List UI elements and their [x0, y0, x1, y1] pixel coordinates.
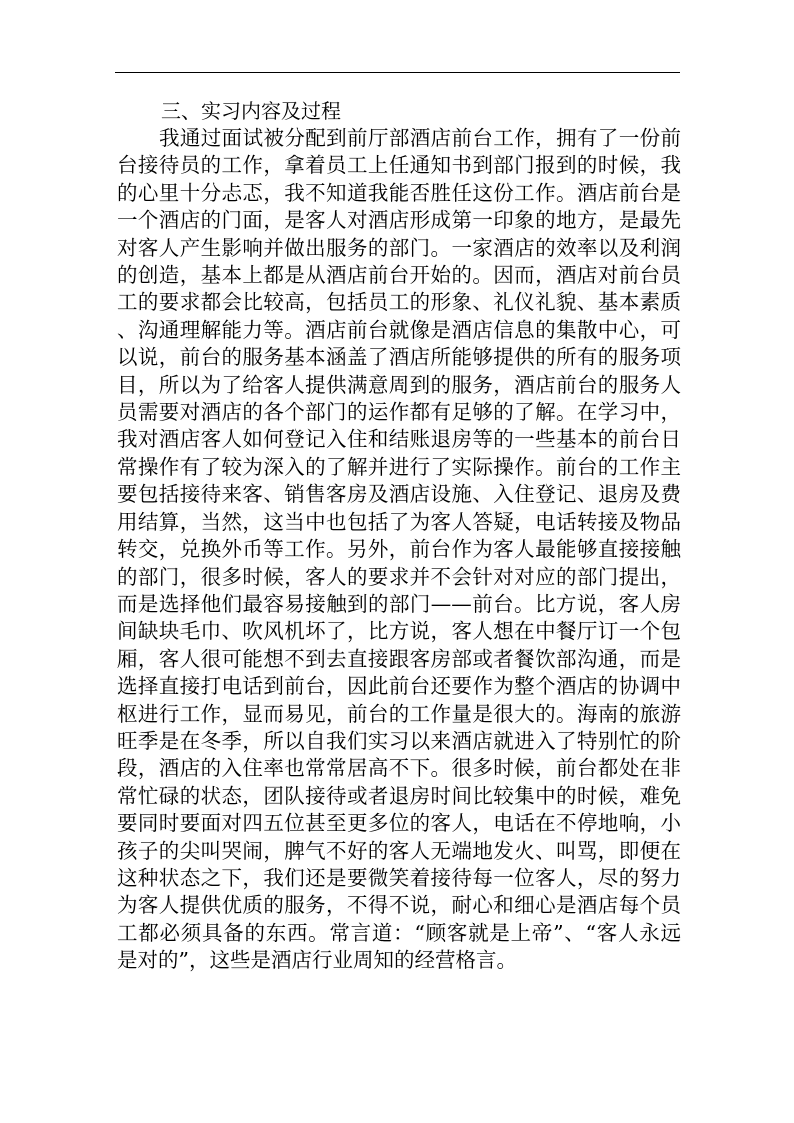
section-heading: 三、实习内容及过程 [161, 99, 341, 123]
document-body [117, 97, 681, 975]
body-paragraph: 我通过面试被分配到前厅部酒店前台工作，拥有了一份前台接待员的工作，拿着员工上任通知书到部门报到的时候，我的心里十分忐忑，我不知道我能否胜任这份工作。酒店前台是一个酒店的门面，是客人对酒店形成第一印象的地方，是最先对客人产生影响并做出服务的部门。一家酒店的效率以及利润的创造，基本上都是从酒店前台开始的。因而，酒店对前台员工的要求都会比较高，包括员工的形象、礼仪礼貌、基本素质、沟通理解能力等。酒店前台就像是酒店信息的集散中心，可以说，前台的服务基本涵盖了酒店所能够提供的所有的服务项目，所以为了给客人提供满意周到的服务，酒店前台的服务人员需要对酒店的各个部门的运作都有足够的了解。在学习中，我对酒店客人如何登记入住和结账退房等的一些基本的前台日常操作有了较为深入的了解并进行了实际操作。前台的工作主要包括接待来客、销售客房及酒店设施、入住登记、退房及费用结算，当然，这当中也包括了为客人答疑，电话转接及物品转交，兑换外币等工作。另外，前台作为客人最能够直接接触的部门，很多时候，客人的要求并不会针对对应的部门提出，而是选择他们最容易接触到的部门——前台。比方说，客人房间缺块毛巾、吹风机坏了，比方说，客人想在中餐厅订一个包厢，客人很可能想不到去直接跟客房部或者餐饮部沟通，而是选择直接打电话到前台，因此前台还要作为整个酒店的协调中枢进行工作，显而易见，前台的工作量是很大的。海南的旅游旺季是在冬季，所以自我们实习以来酒店就进入了特别忙的阶段，酒店的入住率也常常居高不下。很多时候，前台都处在非常忙碌的状态，团队接待或者退房时间比较集中的时候，难免要同时要面对四五位甚至更多位的客人，电话在不停地响，小孩子的尖叫哭闹，脾气不好的客人无端地发火、叫骂，即便在这种状态之下，我们还是要微笑着接待每一位客人，尽的努力为客人提供优质的服务，不得不说，耐心和细心是酒店每个员工都必须具备的东西。常言道：“顾客就是上帝”、“客人永远是对的”，这些是酒店行业周知的经营格言。 [117, 126, 681, 973]
header-rule [115, 72, 680, 73]
